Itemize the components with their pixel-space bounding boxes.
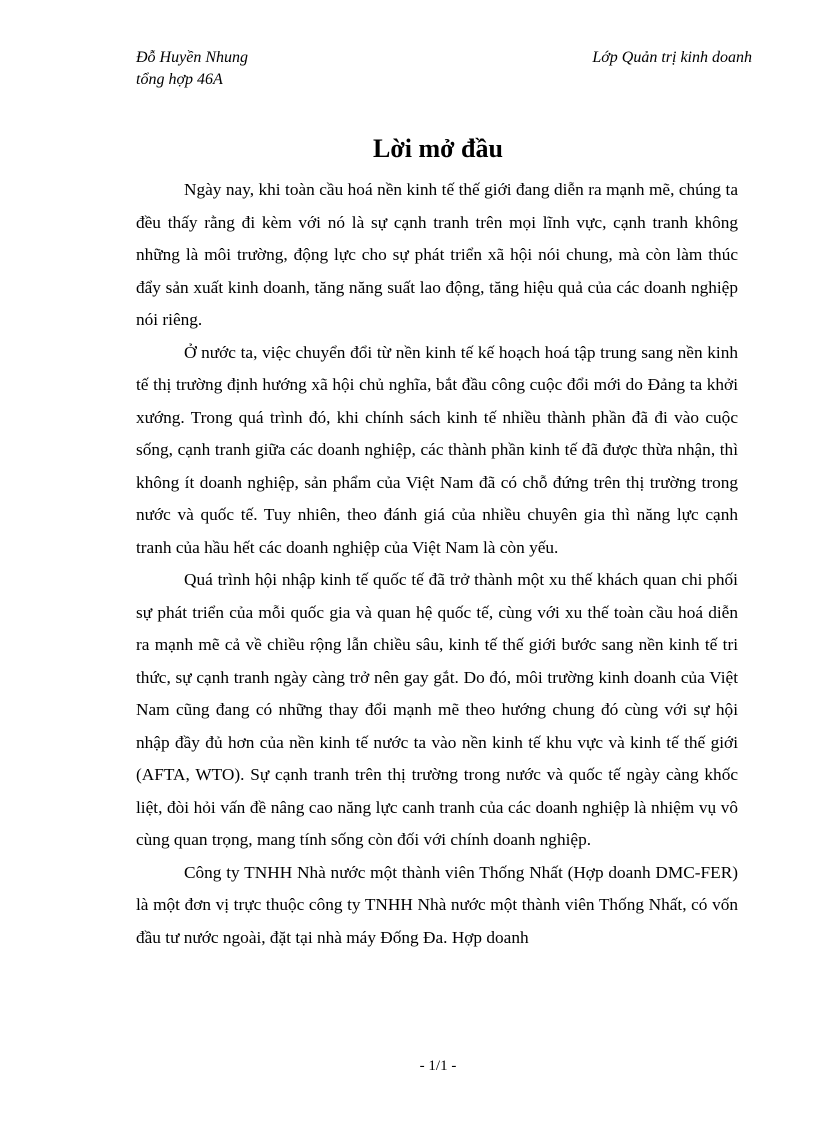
page-number: - 1/1 - [419, 1058, 457, 1074]
paragraph-1: Ngày nay, khi toàn cầu hoá nền kinh tế thế giới đang diễn ra mạnh mẽ, chúng ta đều thấy rằng đi kèm với nó là sự cạnh tranh trên mọi lĩnh vực, cạnh tranh không những là môi trường, động lực cho sự phát triển xã hội nói chung, mà còn làm thúc đẩy sản xuất kinh doanh, tăng năng suất lao động, tăng hiệu quả của các doanh nghiệp nói riêng. [136, 180, 738, 329]
header-author-name: Đỗ Huyền Nhung [136, 49, 248, 66]
header-author-block [136, 47, 248, 91]
page-title: Lời mở đầu [373, 134, 503, 163]
document-body [136, 174, 738, 954]
paragraph-2: Ở nước ta, việc chuyển đổi từ nền kinh tế kế hoạch hoá tập trung sang nền kinh tế thị trường định hướng xã hội chủ nghĩa, bắt đầu công cuộc đổi mới do Đảng ta khởi xướng. Trong quá trình đó, khi chính sách kinh tế nhiều thành phần đã đi vào cuộc sống, cạnh tranh giữa các doanh nghiệp, các thành phần kinh tế đã được thừa nhận, thì không ít doanh nghiệp, sản phẩm của Việt Nam đã có chỗ đứng trên thị trường trong nước và quốc tế. Tuy nhiên, theo đánh giá của nhiều chuyên gia thì năng lực cạnh tranh của hầu hết các doanh nghiệp của Việt Nam là còn yếu. [136, 342, 738, 557]
header-class-name: Lớp Quản trị kinh doanh [592, 49, 752, 66]
paragraph-4: Công ty TNHH Nhà nước một thành viên Thống Nhất (Hợp doanh DMC-FER) là một đơn vị trực thuộc công ty TNHH Nhà nước một thành viên Thống Nhất, có vốn đầu tư nước ngoài, đặt tại nhà máy Đống Đa. Hợp doanh [136, 862, 738, 947]
paragraph-3: Quá trình hội nhập kinh tế quốc tế đã trở thành một xu thế khách quan chi phối sự phát triển của mỗi quốc gia và quan hệ quốc tế, cùng với xu thế toàn cầu hoá diễn ra mạnh mẽ cả về chiều rộng lẫn chiều sâu, kinh tế thế giới bước sang nền kinh tế tri thức, sự cạnh tranh ngày càng trở nên gay gắt. Do đó, môi trường kinh doanh của Việt Nam cũng đang có những thay đổi mạnh mẽ theo hướng chung đó cùng với sự hội nhập đầy đủ hơn của nền kinh tế nước ta vào nền kinh tế khu vực và kinh tế thế giới (AFTA, WTO). Sự cạnh tranh trên thị trường trong nước và quốc tế ngày càng khốc liệt, đòi hỏi vấn đề nâng cao năng lực canh tranh của các doanh nghiệp là nhiệm vụ vô cùng quan trọng, mang tính sống còn đối với chính doanh nghiệp. [136, 570, 738, 849]
header-author-class: tổng hợp 46A [136, 71, 223, 88]
